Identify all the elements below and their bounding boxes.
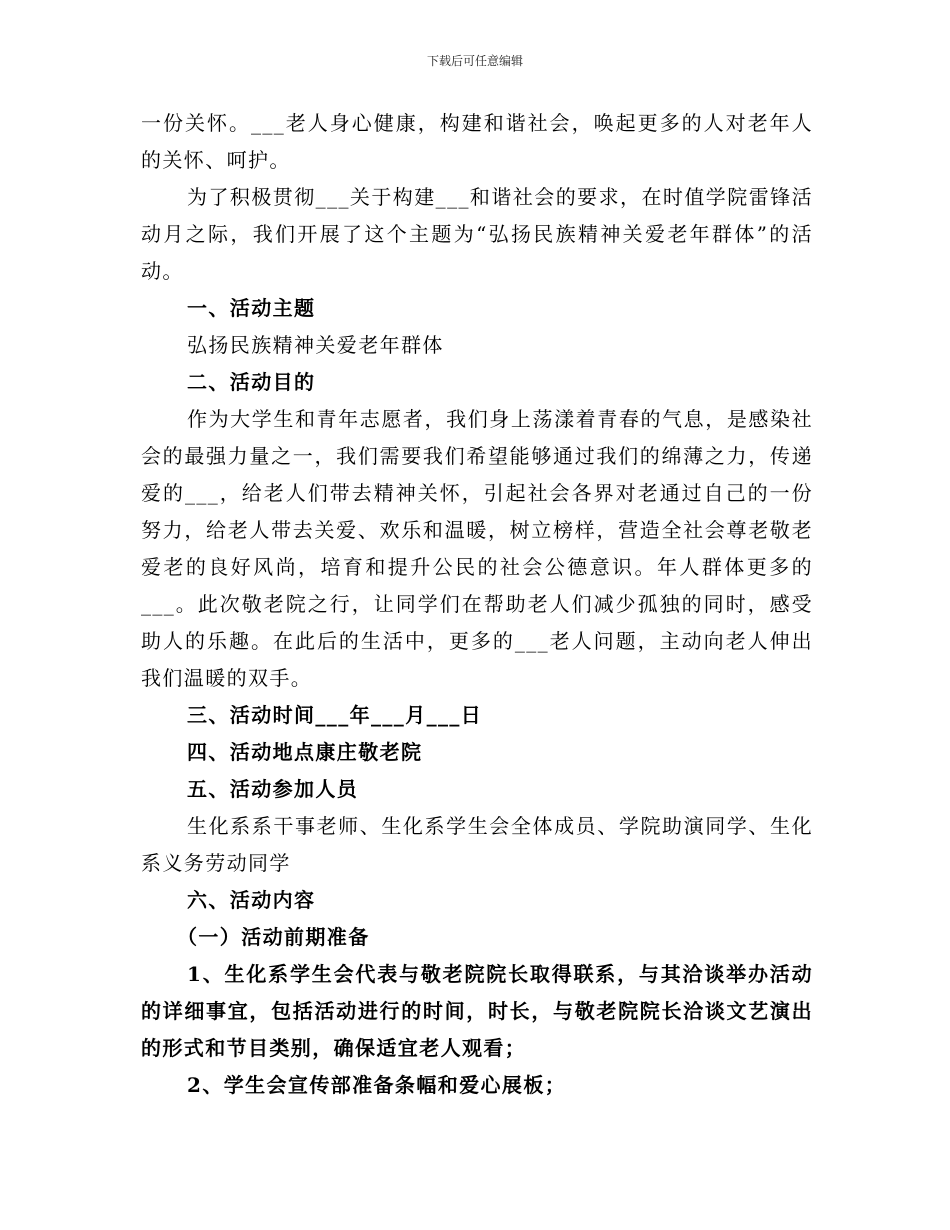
page-header-note: 下载后可任意编辑 [426,54,523,68]
paragraph-activity-theme: 弘扬民族精神关爱老年群体 [187,333,444,357]
heading-activity-content: 六、活动内容 [187,888,316,912]
heading-activity-time: 三、活动时间___年___月___日 [187,703,483,727]
heading-activity-theme: 一、活动主题 [187,296,316,320]
heading-activity-participants: 五、活动参加人员 [187,777,359,801]
paragraph-activity-purpose: 作为大学生和青年志愿者，我们身上荡漾着青春的气息，是感染社会的最强力量之一，我们需要我们希望能够通过我们的绵薄之力，传递爱的___，给老人们带去精神关怀，引起社会各界对老通过自己的一份努力，给老人带去关爱、欢乐和温暖，树立榜样，营造全社会尊老敬老爱老的良好风尚，培育和提升公民的社会公德意识。年人群体更多的___。此次敬老院之行，让同学们在帮助老人们减少孤独的同时，感受助人的乐趣。在此后的生活中，更多的___老人问题，主动向老人伸出我们温暖的双手。 [141,407,813,690]
paragraph-background: 为了积极贯彻___关于构建___和谐社会的要求，在时值学院雷锋活动月之际，我们开展了这个主题为“弘扬民族精神关爱老年群体”的活动。 [141,185,813,283]
document-body [141,105,813,1104]
heading-preparation: （一）活动前期准备 [177,925,370,949]
paragraph-intro-continuation: 一份关怀。___老人身心健康，构建和谐社会，唤起更多的人对老年人的关怀、呵护。 [141,111,813,172]
heading-activity-purpose: 二、活动目的 [187,370,316,394]
paragraph-activity-participants: 生化系系干事老师、生化系学生会全体成员、学院助演同学、生化系义务劳动同学 [141,814,813,875]
paragraph-preparation-item-2: 2、学生会宣传部准备条幅和爱心展板； [187,1073,567,1097]
heading-activity-location: 四、活动地点康庄敬老院 [187,740,423,764]
paragraph-preparation-item-1: 1、生化系学生会代表与敬老院院长取得联系，与其洽谈举办活动的详细事宜，包括活动进行的时间，时长，与敬老院院长洽谈文艺演出的形式和节目类别，确保适宜老人观看； [141,962,813,1060]
